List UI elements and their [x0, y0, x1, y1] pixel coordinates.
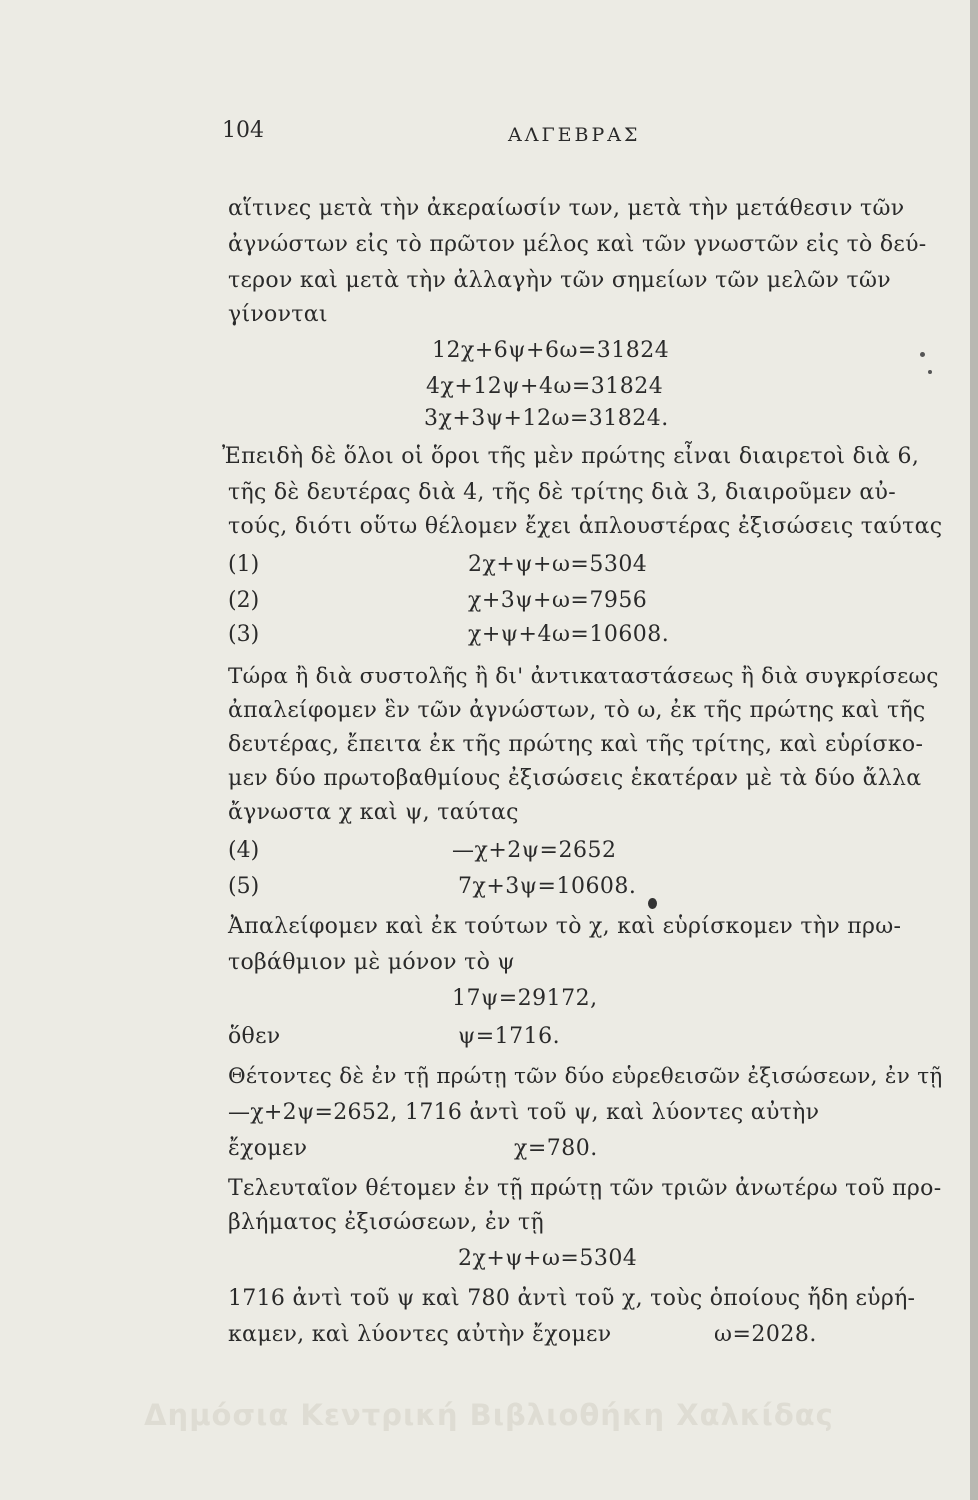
text-line: μεν δύο πρωτοβαθμίους ἐξισώσεις ἑκατέραν μὲ τὰ δύο ἄλλα	[228, 766, 922, 791]
text-line: 1716 ἀντὶ τοῦ ψ καὶ 780 ἀντὶ τοῦ χ, τοὺς ὁποίους ἤδη εὑρή-	[228, 1286, 916, 1311]
equation: 2χ+ψ+ω=5304	[468, 552, 648, 577]
text-line: καμεν, καὶ λύοντες αὐτὴν ἔχομεν	[228, 1322, 612, 1347]
text-line: γίνονται	[228, 302, 328, 327]
ink-speck	[920, 352, 925, 357]
text-line: ἀπαλείφομεν ἓν τῶν ἀγνώστων, τὸ ω, ἐκ τῆς πρώτης καὶ τῆς	[228, 698, 926, 723]
ink-speck	[928, 370, 932, 374]
equation: 12χ+6ψ+6ω=31824	[432, 338, 670, 363]
text-line: Ἀπαλείφομεν καὶ ἐκ τούτων τὸ χ, καὶ εὑρίσκομεν τὴν πρω-	[228, 914, 902, 939]
text-line: Θέτοντες δὲ ἐν τῇ πρώτῃ τῶν δύο εὑρεθεισῶν ἐξισώσεων, ἐν τῇ	[228, 1064, 943, 1089]
equation: χ+3ψ+ω=7956	[468, 588, 648, 613]
text-line: ἔχομεν	[228, 1136, 308, 1161]
equation-number: (4)	[228, 838, 260, 863]
equation: χ=780.	[514, 1136, 598, 1161]
equation: χ+ψ+4ω=10608.	[468, 622, 670, 647]
equation-number: (5)	[228, 874, 260, 899]
text-line: τούς, διότι οὕτω θέλομεν ἔχει ἁπλουστέρας ἐξισώσεις ταύτας	[228, 514, 943, 539]
text-line: τοβάθμιον μὲ μόνον τὸ ψ	[228, 950, 515, 975]
equation-number: (2)	[228, 588, 260, 613]
equation: ψ=1716.	[458, 1024, 561, 1049]
text-line: αἵτινες μετὰ τὴν ἀκεραίωσίν των, μετὰ τὴν μετάθεσιν τῶν	[228, 196, 905, 221]
running-head: ΑΛΓΕΒΡΑΣ	[508, 124, 641, 146]
text-line: ἄγνωστα χ καὶ ψ, ταύτας	[228, 800, 519, 825]
text-line: —χ+2ψ=2652, 1716 ἀντὶ τοῦ ψ, καὶ λύοντες αὐτὴν	[228, 1100, 820, 1125]
equation: 3χ+3ψ+12ω=31824.	[424, 406, 669, 431]
equation: 4χ+12ψ+4ω=31824	[426, 374, 664, 399]
text-line: τῆς δὲ δευτέρας διὰ 4, τῆς δὲ τρίτης διὰ 3, διαιροῦμεν αὐ-	[228, 480, 896, 505]
equation-number: (3)	[228, 622, 260, 647]
equation: 2χ+ψ+ω=5304	[458, 1246, 638, 1271]
equation: —χ+2ψ=2652	[452, 838, 617, 863]
page-edge-shadow	[970, 0, 978, 1500]
equation: 17ψ=29172,	[452, 986, 598, 1011]
text-line: ἀγνώστων εἰς τὸ πρῶτον μέλος καὶ τῶν γνωστῶν εἰς τὸ δεύ-	[228, 232, 927, 257]
text-line: Ἐπειδὴ δὲ ὅλοι οἱ ὅροι τῆς μὲν πρώτης εἶναι διαιρετοὶ διὰ 6,	[222, 444, 920, 469]
text-line: τερον καὶ μετὰ τὴν ἀλλαγὴν τῶν σημείων τῶν μελῶν τῶν	[228, 268, 891, 293]
text-line: Τελευταῖον θέτομεν ἐν τῇ πρώτῃ τῶν τριῶν ἀνωτέρω τοῦ προ-	[228, 1176, 942, 1201]
equation: ω=2028.	[714, 1322, 817, 1347]
text-line: βλήματος ἐξισώσεων, ἐν τῇ	[228, 1210, 544, 1235]
text-line: Τώρα ἢ διὰ συστολῆς ἢ δι' ἀντικαταστάσεως ἢ διὰ συγκρίσεως	[228, 664, 939, 689]
library-watermark: Δημόσια Κεντρική Βιβλιοθήκη Χαλκίδας	[144, 1398, 834, 1432]
equation-number: (1)	[228, 552, 260, 577]
equation: 7χ+3ψ=10608.	[458, 874, 637, 899]
page-number: 104	[222, 118, 264, 143]
text-line: ὅθεν	[228, 1024, 281, 1049]
ink-blot	[648, 898, 657, 909]
text-line: δευτέρας, ἔπειτα ἐκ τῆς πρώτης καὶ τῆς τρίτης, καὶ εὑρίσκο-	[228, 732, 924, 757]
